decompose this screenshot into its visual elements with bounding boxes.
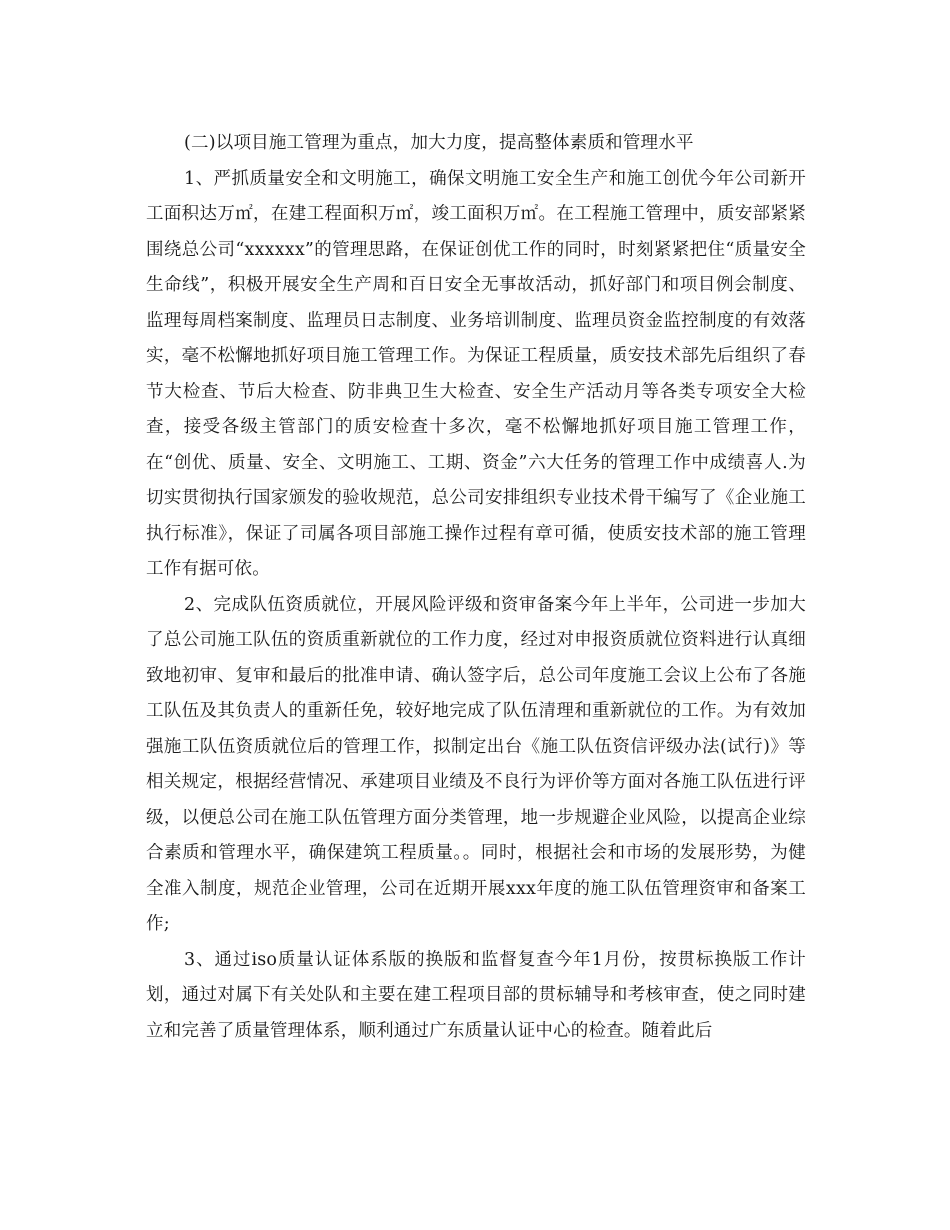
document-body (146, 126, 806, 1049)
section-heading: (二)以项目施工管理为重点，加大力度，提高整体素质和管理水平 (184, 133, 694, 153)
paragraph-3: 3、通过iso质量认证体系版的换版和监督复查今年1月份，按贯标换版工作计划，通过对属下有关处队和主要在建工程项目部的贯标辅导和考核审查，使之同时建立和完善了质量管理体系，顺利通过广东质量认证中心的检查。随着此后 (146, 949, 806, 1041)
paragraph-2: 2、完成队伍资质就位，开展风险评级和资审备案今年上半年，公司进一步加大了总公司施工队伍的资质重新就位的工作力度，经过对申报资质就位资料进行认真细致地初审、复审和最后的批准申请、确认签字后，总公司年度施工会议上公布了各施工队伍及其负责人的重新任免，较好地完成了队伍清理和重新就位的工作。为有效加强施工队伍资质就位后的管理工作，拟制定出台《施工队伍资信评级办法(试行)》等相关规定，根据经营情况、承建项目业绩及不良行为评价等方面对各施工队伍进行评级，以便总公司在施工队伍管理方面分类管理，地一步规避企业风险，以提高企业综合素质和管理水平，确保建筑工程质量。。同时，根据社会和市场的发展形势，为健全准入制度，规范企业管理，公司在近期开展xxx年度的施工队伍管理资审和备案工作; (146, 594, 806, 934)
paragraph-1: 1、严抓质量安全和文明施工，确保文明施工安全生产和施工创优今年公司新开工面积达万㎡，在建工程面积万㎡，竣工面积万㎡。在工程施工管理中，质安部紧紧围绕总公司“xxxxxx”的管理思路，在保证创优工作的同时，时刻紧紧把住“质量安全生命线”，积极开展安全生产周和百日安全无事故活动，抓好部门和项目例会制度、监理每周档案制度、监理员日志制度、业务培训制度、监理员资金监控制度的有效落实，毫不松懈地抓好项目施工管理工作。为保证工程质量，质安技术部先后组织了春节大检查、节后大检查、防非典卫生大检查、安全生产活动月等各类专项安全大检查，接受各级主管部门的质安检查十多次，毫不松懈地抓好项目施工管理工作，在“创优、质量、安全、文明施工、工期、资金”六大任务的管理工作中成绩喜人.为切实贯彻执行国家颁发的验收规范，总公司安排组织专业技术骨干编写了《企业施工执行标准》，保证了司属各项目部施工操作过程有章可循，使质安技术部的施工管理工作有据可依。 (146, 168, 806, 579)
